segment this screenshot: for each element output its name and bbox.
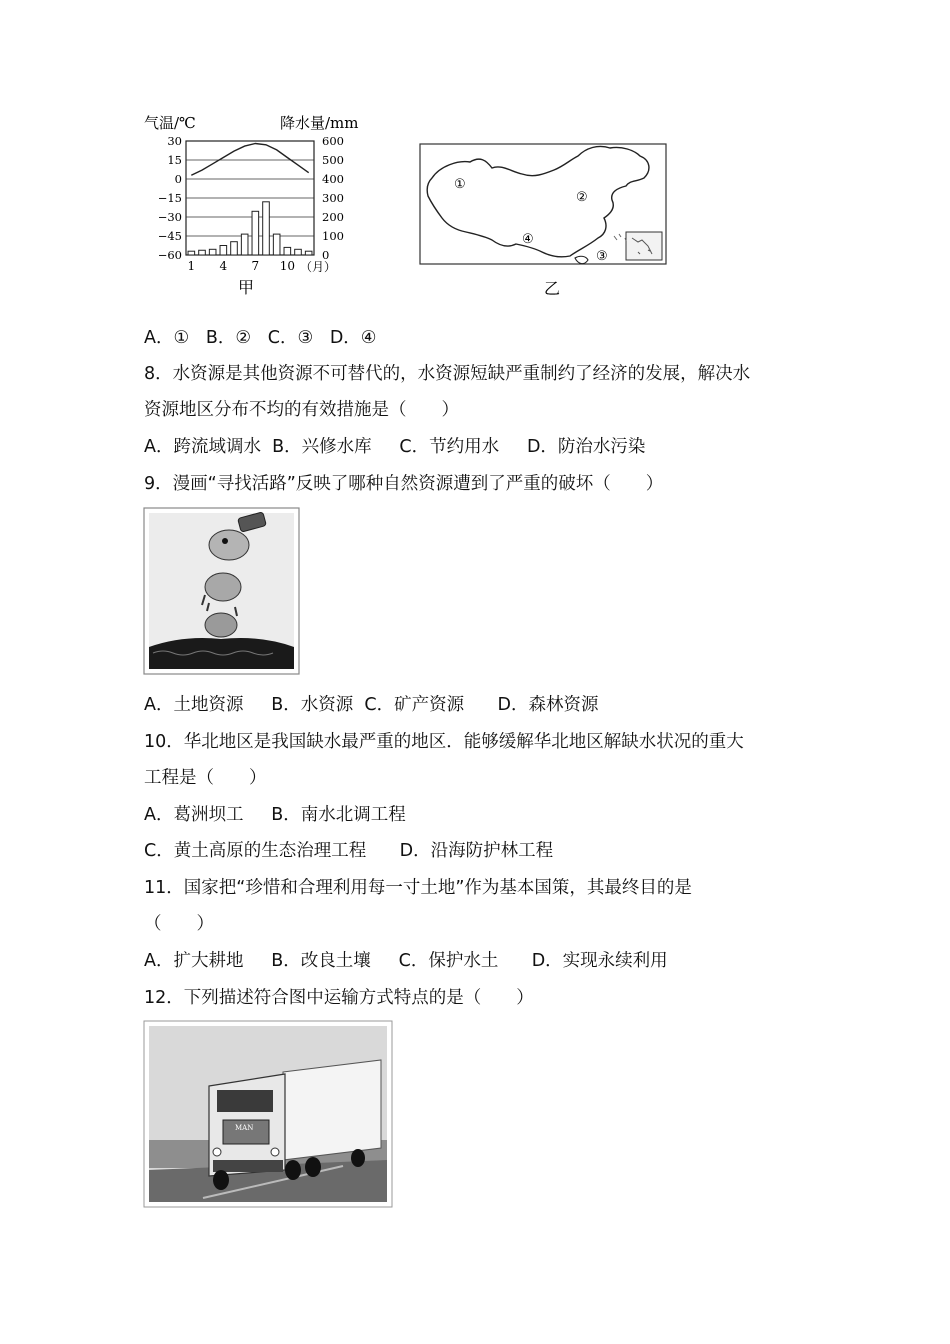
temp-tick-label: −45 [157, 229, 182, 243]
month-tick-label: 1 [187, 259, 196, 273]
wheel-rear-1 [285, 1160, 301, 1180]
temp-tick-label: 15 [167, 153, 182, 167]
china-outline [427, 146, 649, 256]
figure-q7-svg [140, 108, 680, 300]
fish-middle [205, 573, 241, 601]
marker-4: ④ [522, 232, 534, 247]
precip-bar [284, 247, 291, 255]
q11-stem-line1: 11．国家把“珍惜和合理利用每一寸土地”作为基本国策，其最终目的是 [144, 878, 692, 898]
precip-tick-label: 300 [322, 191, 344, 205]
q9-stem: 9．漫画“寻找活路”反映了哪种自然资源遭到了严重的破坏（ ） [144, 474, 664, 494]
precip-bar [231, 242, 238, 255]
temp-tick-label: 0 [174, 172, 182, 186]
trailer [283, 1060, 381, 1160]
marker-2: ② [576, 190, 588, 205]
q11-options: A．扩大耕地 B．改良土壤 C．保护水土 D．实现永续利用 [144, 951, 668, 971]
precip-bar [199, 250, 206, 255]
precip-tick-label: 400 [322, 172, 344, 186]
headlight-right [271, 1148, 279, 1156]
china-map [420, 144, 666, 298]
precip-bar [273, 234, 280, 255]
precip-bar [188, 251, 195, 255]
q12-stem: 12．下列描述符合图中运输方式特点的是（ ） [144, 988, 534, 1008]
precip-tick-label: 100 [322, 229, 344, 243]
bumper [213, 1160, 283, 1172]
month-tick-label: 7 [251, 259, 260, 273]
truck-photo [143, 1020, 393, 1208]
precip-bars [188, 202, 312, 255]
precip-tick-label: 0 [322, 248, 330, 262]
fish-eye [222, 538, 228, 544]
islands-marks [614, 234, 626, 241]
q7-options: A．① B．② C．③ D．④ [144, 328, 377, 348]
precip-bar [209, 249, 216, 255]
temp-tick-label: −60 [157, 248, 182, 262]
marker-1: ① [454, 177, 466, 192]
precip-tick-label: 500 [322, 153, 344, 167]
wheel-front-left [213, 1170, 229, 1190]
cartoon-fish-svg [143, 507, 300, 675]
precip-tick-labels [322, 134, 344, 262]
climate-chart [144, 114, 359, 297]
month-unit: （月） [300, 260, 337, 274]
figure-q7 [140, 108, 680, 300]
q10-stem-line1: 10．华北地区是我国缺水最严重的地区．能够缓解华北地区解缺水状况的重大 [144, 732, 744, 752]
hainan-island [575, 256, 588, 263]
month-tick-label: 4 [219, 259, 228, 273]
caption-yi: 乙 [544, 279, 561, 298]
month-tick-labels [188, 259, 295, 273]
precip-bar [252, 211, 259, 255]
precip-bar [241, 234, 248, 255]
headlight-left [213, 1148, 221, 1156]
temp-tick-label: −30 [157, 210, 182, 224]
fish-bottom [205, 613, 237, 637]
q10-stem-line2: 工程是（ ） [144, 768, 267, 788]
wheel-trailer [351, 1149, 365, 1167]
cartoon-fish [143, 507, 300, 675]
windshield [217, 1090, 273, 1112]
precip-axis-label: 降水量/mm [280, 114, 359, 132]
temp-tick-labels [158, 134, 182, 262]
q11-stem-line2: （ ） [144, 914, 214, 934]
chart-gridlines [186, 160, 314, 236]
q9-options: A．土地资源 B．水资源 C．矿产资源 D．森林资源 [144, 695, 599, 715]
temp-axis-label: 气温/℃ [144, 114, 196, 132]
temperature-curve [191, 144, 308, 176]
truck-photo-svg [143, 1020, 393, 1208]
truck-badge: MAN [235, 1124, 254, 1132]
q10-options-row1: A．葛洲坝工 B．南水北调工程 [144, 805, 406, 825]
precip-tick-label: 200 [322, 210, 344, 224]
precip-bar [263, 202, 270, 255]
fish-top [209, 530, 249, 560]
q8-options: A．跨流域调水 B．兴修水库 C．节约用水 D．防治水污染 [144, 437, 646, 457]
caption-jia: 甲 [238, 278, 255, 297]
precip-tick-label: 600 [322, 134, 344, 148]
temp-tick-label: 30 [167, 134, 182, 148]
precip-bar [295, 249, 302, 255]
south-china-sea-inset [626, 232, 662, 260]
precip-bar [220, 246, 227, 256]
month-tick-label: 10 [279, 259, 295, 273]
precip-bar [305, 251, 312, 255]
q8-stem-line1: 8．水资源是其他资源不可替代的，水资源短缺严重制约了经济的发展，解决水 [144, 364, 751, 384]
marker-3: ③ [596, 249, 608, 264]
q8-stem-line2: 资源地区分布不均的有效措施是（ ） [144, 400, 459, 420]
wheel-rear-2 [305, 1157, 321, 1177]
q10-options-row2: C．黄土高原的生态治理工程 D．沿海防护林工程 [144, 841, 554, 861]
temp-tick-label: −15 [157, 191, 182, 205]
